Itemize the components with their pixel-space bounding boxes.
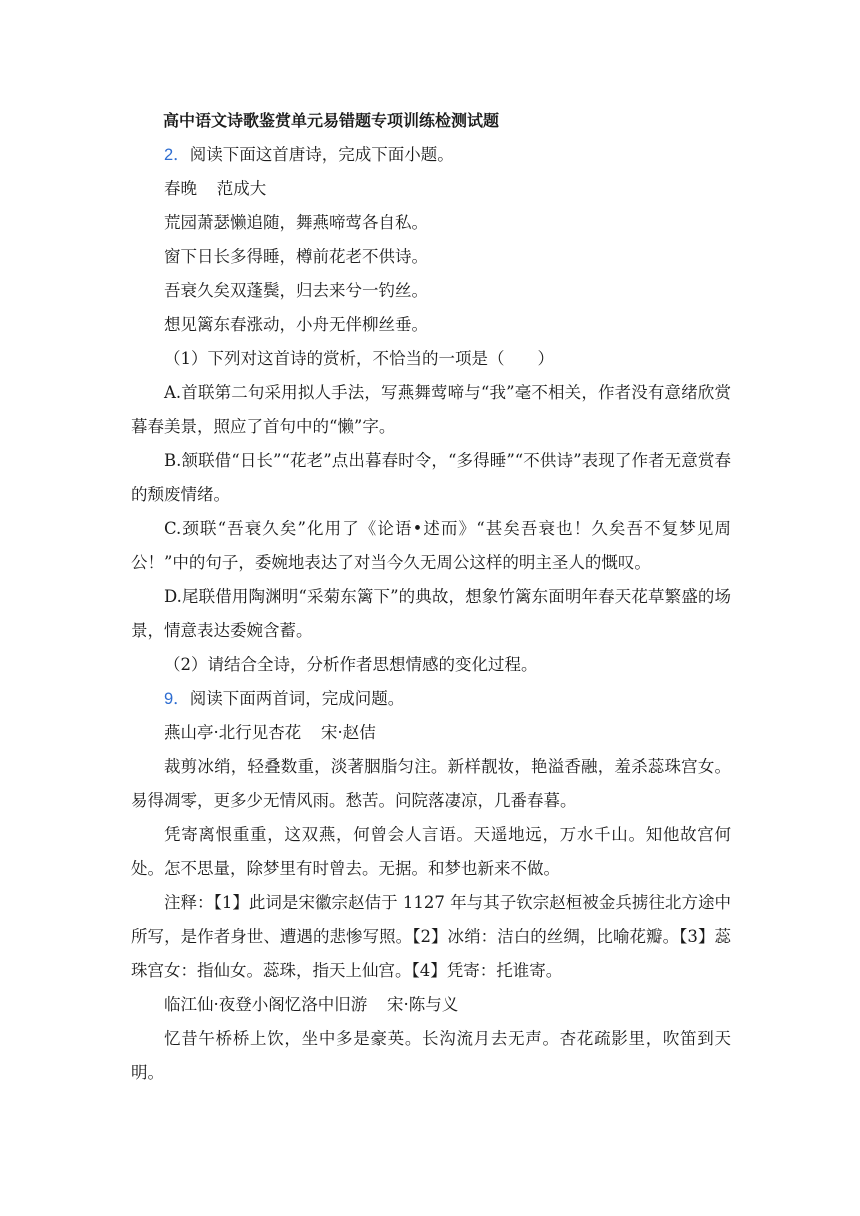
question-9-number: 9． [164,690,190,708]
poem2-author: 宋·陈与义 [387,995,459,1014]
question-9-heading [131,682,731,716]
document-page [131,104,731,1090]
poem-line: 吾衰久矣双蓬鬓，归去来兮一钓丝。 [164,281,428,300]
poem-line: 想见篱东春涨动，小舟无伴柳丝垂。 [164,315,428,334]
poem-line: 窗下日长多得睡，樽前花老不供诗。 [164,247,428,266]
option-c: C.颈联“吾衰久矣”化用了《论语•述而》“甚矣吾衰也！久矣吾不复梦见周公！”中的句子，委婉地表达了对当今久无周公这样的明主圣人的慨叹。 [131,519,731,572]
question-2-number: 2． [164,146,190,164]
question-2-prompt: 阅读下面这首唐诗，完成下面小题。 [189,145,454,164]
poem1-stanza-1: 裁剪冰绡，轻叠数重，淡著胭脂匀注。新样靓妆，艳溢香融，羞杀蕊珠宫女。易得凋零，更多少无情风雨。愁苦。问院落凄凉，几番春暮。 [131,757,731,810]
poem-title: 春晚 [164,179,197,198]
poem1-stanza-2: 凭寄离恨重重，这双燕，何曾会人言语。天遥地远，万水千山。知他故宫何处。怎不思量，除梦里有时曾去。无据。和梦也新来不做。 [131,825,731,878]
annotation-note: 注释：【1】此词是宋徽宗赵佶于 1127 年与其子钦宗赵桓被金兵掳往北方途中所写，是作者身世、遭遇的悲惨写照。【2】冰绡：洁白的丝绸，比喻花瓣。【3】蕊珠宫女：指仙女。蕊珠，指天上仙宫。【4】凭寄：托谁寄。 [131,893,731,980]
subquestion-2: （2）请结合全诗，分析作者思想情感的变化过程。 [164,655,538,674]
option-a: A.首联第二句采用拟人手法，写燕舞莺啼与“我”毫不相关，作者没有意绪欣赏暮春美景，照应了首句中的“懒”字。 [131,383,731,436]
poem-line: 荒园萧瑟懒追随，舞燕啼莺各自私。 [164,213,428,232]
poem2-heading [131,988,731,1022]
poem1-author: 宋·赵佶 [321,723,376,742]
option-b: B.颔联借“日长”“花老”点出暮春时令，“多得睡”“不供诗”表现了作者无意赏春的颓废情绪。 [131,451,731,504]
poem2-title: 临江仙·夜登小阁忆洛中旧游 [164,995,368,1014]
document-title: 高中语文诗歌鉴赏单元易错题专项训练检测试题 [163,111,500,130]
poem-heading [131,172,731,206]
question-2-heading [131,138,731,172]
poem1-title: 燕山亭·北行见杏花 [164,723,302,742]
subquestion-1: （1）下列对这首诗的赏析，不恰当的一项是（ ） [164,349,554,368]
poem-author: 范成大 [216,179,267,198]
question-9-prompt: 阅读下面两首词，完成问题。 [189,689,405,708]
poem2-stanza-1: 忆昔午桥桥上饮，坐中多是豪英。长沟流月去无声。杏花疏影里，吹笛到天明。 [131,1029,731,1082]
option-d: D.尾联借用陶渊明“采菊东篱下”的典故，想象竹篱东面明年春天花草繁盛的场景，情意表达委婉含蓄。 [131,587,731,640]
poem1-heading [131,716,731,750]
